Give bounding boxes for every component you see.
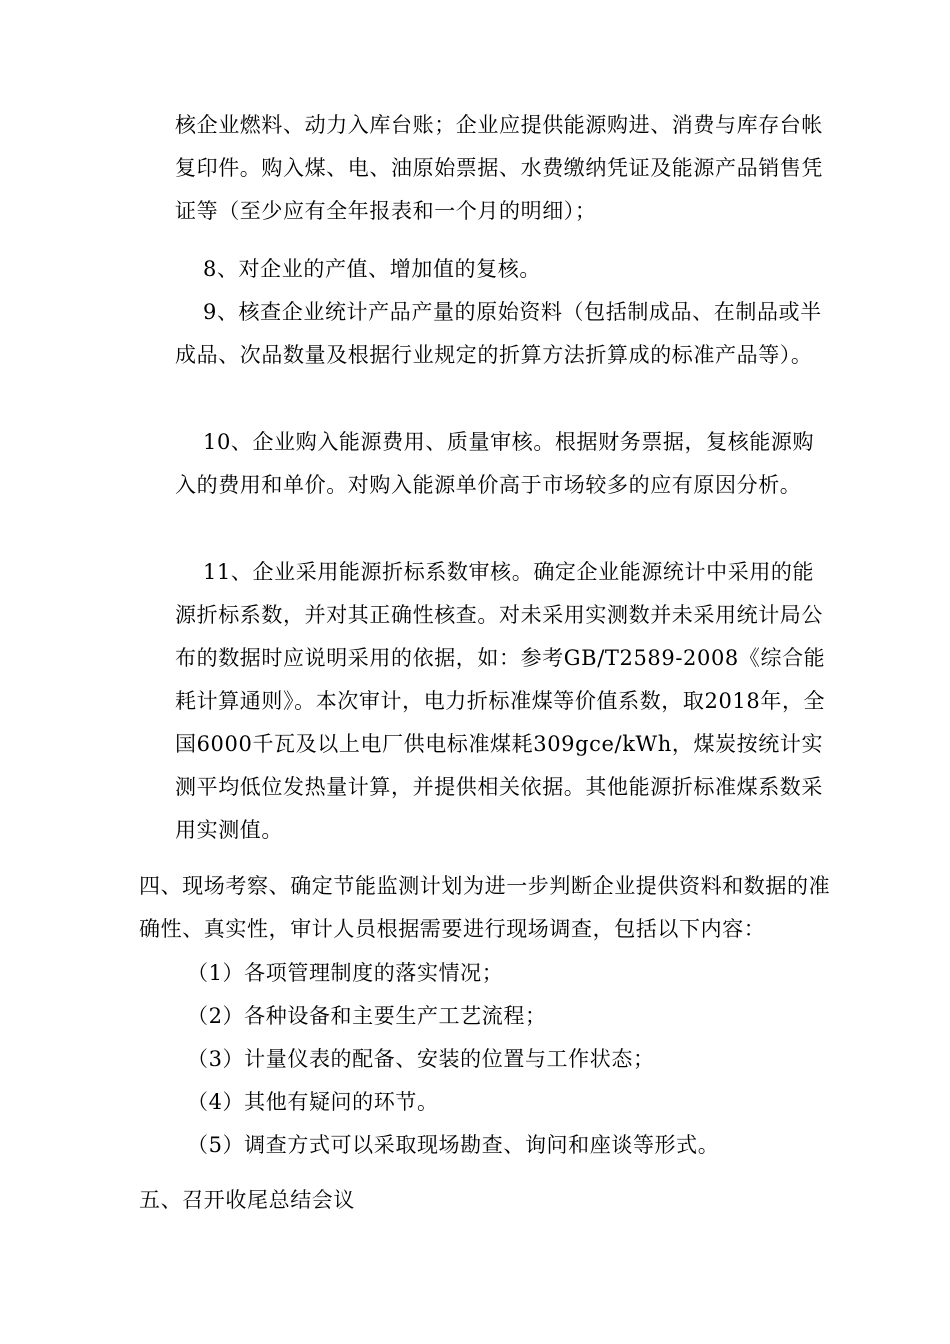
continuation-paragraph: 核企业燃料、动力入库台账；企业应提供能源购进、消费与库存台帐复印件。购入煤、电、油原始票据、水费缴纳凭证及能源产品销售凭证等（至少应有全年报表和一个月的明细）； (175, 113, 823, 223)
section-4-heading-paragraph: 四、现场考察、确定节能监测计划为进一步判断企业提供资料和数据的准确性、真实性，审计人员根据需要进行现场调查，包括以下内容： (139, 874, 831, 941)
list-item: （3）计量仪表的配备、安装的位置与工作状态； (187, 1047, 655, 1071)
item-9-paragraph: 9、核查企业统计产品产量的原始资料（包括制成品、在制品或半成品、次品数量及根据行业规定的折算方法折算成的标准产品等）。 (175, 300, 822, 367)
list-item: （5）调查方式可以采取现场勘查、询问和座谈等形式。 (187, 1133, 720, 1157)
item-8-paragraph: 8、对企业的产值、增加值的复核。 (203, 257, 541, 281)
section-5-heading: 五、召开收尾总结会议 (139, 1188, 355, 1212)
item-10-paragraph: 10、企业购入能源费用、质量审核。根据财务票据，复核能源购入的费用和单价。对购入能源单价高于市场较多的应有原因分析。 (175, 430, 815, 497)
item-11-paragraph: 11、企业采用能源折标系数审核。确定企业能源统计中采用的能源折标系数，并对其正确性核查。对未采用实测数并未采用统计局公布的数据时应说明采用的依据，如：参考GB/T2589-2008《综合能耗计算通则》。本次审计，电力折标准煤等价值系数，取2018年，全国6000千瓦及以上电厂供电标准煤耗309gce/kWh，煤炭按统计实测平均低位发热量计算，并提供相关依据。其他能源折标准煤系数采用实测值。 (175, 560, 826, 842)
list-item: （2）各种设备和主要生产工艺流程； (187, 1004, 547, 1028)
list-item: （1）各项管理制度的落实情况； (187, 961, 504, 985)
list-item: （4）其他有疑问的环节。 (187, 1090, 439, 1114)
